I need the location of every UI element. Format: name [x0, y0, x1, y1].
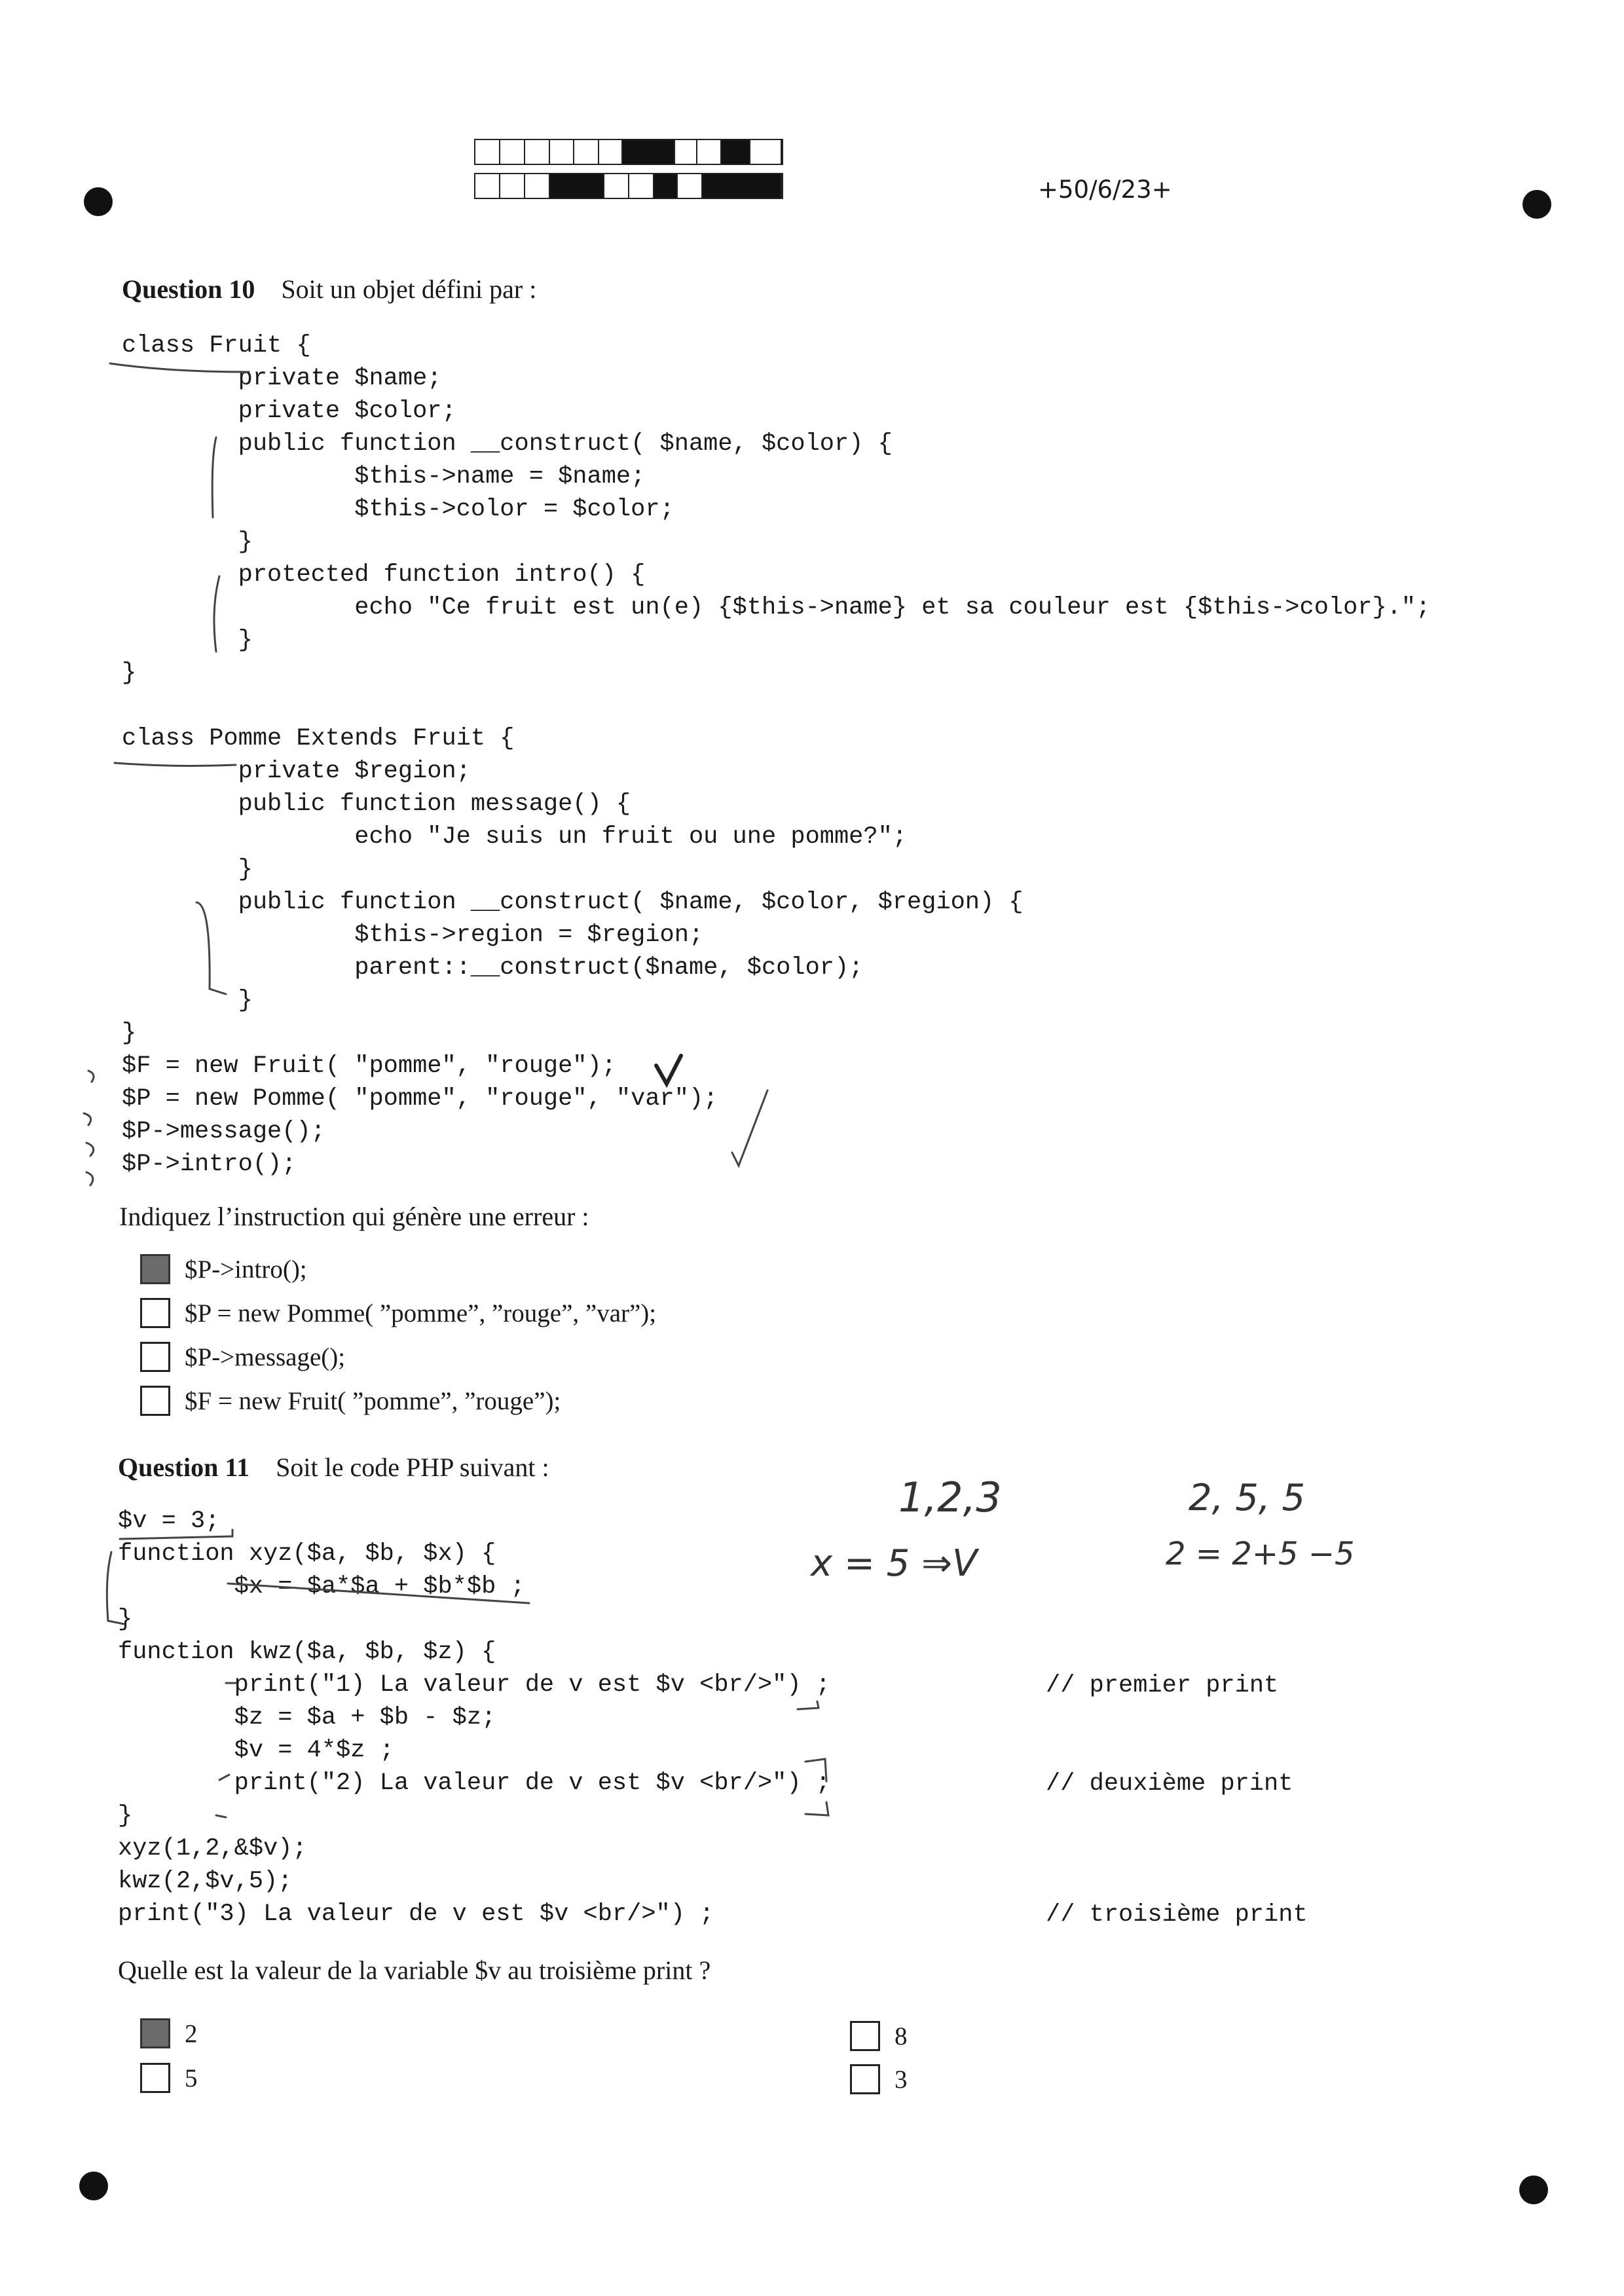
question-10-prompt: Indiquez l’instruction qui génère une erreur :: [119, 1202, 589, 1231]
question-number: Question 10: [122, 274, 255, 304]
code-line: $F = new Fruit( "pomme", "rouge");: [122, 1052, 616, 1080]
checkbox-checked[interactable]: [140, 1254, 170, 1284]
code-line: parent::__construct($name, $color);: [122, 954, 864, 982]
code-line: print("3) La valeur de v est $v <br/>") ;: [118, 1900, 714, 1928]
code-line: echo "Ce fruit est un(e) {$this->name} et sa couleur est {$this->color}.";: [122, 594, 1431, 621]
q10-option-1[interactable]: [140, 1254, 307, 1284]
code-line: print("1) La valeur de v est $v <br/>") ;: [118, 1671, 830, 1699]
code-line: function xyz($a, $b, $x) {: [118, 1540, 496, 1568]
code-line: $P->message();: [122, 1118, 325, 1145]
question-number: Question 11: [118, 1453, 250, 1482]
student-code-barcode-top: [474, 139, 783, 165]
question-intro: Soit un objet défini par :: [281, 274, 537, 304]
q11-option-3[interactable]: [140, 2063, 198, 2093]
comment-first-print: // premier print: [1046, 1672, 1279, 1699]
question-11-title: [118, 1452, 549, 1483]
option-label: 5: [185, 2064, 198, 2092]
code-line: class Fruit {: [122, 332, 311, 360]
code-line: }: [122, 659, 137, 687]
option-label: 3: [895, 2065, 908, 2094]
option-label: $P->intro();: [185, 1255, 307, 1284]
registration-dot-top-right: [1522, 190, 1551, 219]
checkbox-checked[interactable]: [140, 2018, 170, 2048]
question-10-code: [122, 329, 1430, 1181]
code-line: public function message() {: [122, 790, 631, 818]
code-line: $z = $a + $b - $z;: [118, 1704, 496, 1731]
checkbox[interactable]: [140, 1298, 170, 1328]
question-11-prompt: Quelle est la valeur de la variable $v au troisième print ?: [118, 1955, 711, 1985]
code-line: class Pomme Extends Fruit {: [122, 725, 515, 752]
code-line: public function __construct( $name, $color, $region) {: [122, 889, 1024, 916]
comment-third-print: // troisième print: [1046, 1901, 1308, 1929]
code-line: $this->name = $name;: [122, 463, 646, 491]
code-line: public function __construct( $name, $color) {: [122, 430, 893, 458]
registration-dot-bottom-right: [1519, 2176, 1548, 2204]
code-line: [122, 690, 1430, 722]
registration-dot-bottom-left: [79, 2172, 108, 2200]
option-label: $F = new Fruit( ”pomme”, ”rouge”);: [185, 1386, 561, 1415]
question-intro: Soit le code PHP suivant :: [276, 1453, 549, 1482]
option-label: 8: [895, 2022, 908, 2050]
question-10-title: [122, 274, 536, 305]
registration-dot-top-left: [84, 187, 113, 216]
code-line: private $color;: [122, 398, 456, 425]
code-line: $P->intro();: [122, 1151, 297, 1178]
code-line: $v = 4*$z ;: [118, 1737, 394, 1764]
q11-option-4[interactable]: [850, 2064, 908, 2094]
code-line: kwz(2,$v,5);: [118, 1868, 293, 1895]
code-line: protected function intro() {: [122, 561, 646, 589]
checkbox[interactable]: [140, 1386, 170, 1416]
code-line: $v = 3;: [118, 1508, 220, 1535]
question-11-code: [118, 1505, 830, 1931]
checkbox[interactable]: [140, 1342, 170, 1372]
code-line: }: [118, 1606, 133, 1633]
option-label: $P = new Pomme( ”pomme”, ”rouge”, ”var”);: [185, 1299, 657, 1327]
code-line: private $name;: [122, 365, 442, 392]
option-label: $P->message();: [185, 1342, 346, 1371]
page-identifier: +50/6/23+: [1038, 176, 1172, 204]
code-line: function kwz($a, $b, $z) {: [118, 1639, 496, 1666]
code-line: }: [122, 627, 253, 654]
code-line: private $region;: [122, 758, 471, 785]
code-line: $this->region = $region;: [122, 921, 704, 949]
handwritten-note: x = 5 ⇒V: [811, 1542, 978, 1585]
code-line: }: [122, 856, 253, 883]
code-line: xyz(1,2,&$v);: [118, 1835, 307, 1862]
code-line: $x = $a*$a + $b*$b ;: [118, 1573, 525, 1601]
q11-option-2[interactable]: [850, 2021, 908, 2051]
code-line: print("2) La valeur de v est $v <br/>") ;: [118, 1769, 830, 1797]
comment-second-print: // deuxième print: [1046, 1770, 1293, 1798]
q11-option-1[interactable]: [140, 2018, 198, 2048]
checkbox[interactable]: [850, 2021, 880, 2051]
code-line: $this->color = $color;: [122, 496, 674, 523]
option-label: 2: [185, 2019, 198, 2048]
code-line: }: [122, 1020, 137, 1047]
q10-option-4[interactable]: [140, 1386, 561, 1416]
student-code-barcode-bottom: [474, 173, 783, 199]
code-line: }: [122, 987, 253, 1014]
checkbox[interactable]: [140, 2063, 170, 2093]
handwritten-note: 2, 5, 5: [1189, 1477, 1306, 1519]
q10-option-3[interactable]: [140, 1342, 345, 1372]
code-line: $P = new Pomme( "pomme", "rouge", "var");: [122, 1085, 718, 1113]
checkbox[interactable]: [850, 2064, 880, 2094]
q10-option-2[interactable]: [140, 1298, 656, 1328]
code-line: echo "Je suis un fruit ou une pomme?";: [122, 823, 907, 851]
code-line: }: [118, 1802, 133, 1830]
handwritten-note: 2 = 2+5 −5: [1166, 1536, 1355, 1572]
code-line: }: [122, 528, 253, 556]
handwritten-note: 1,2,3: [898, 1473, 1002, 1521]
